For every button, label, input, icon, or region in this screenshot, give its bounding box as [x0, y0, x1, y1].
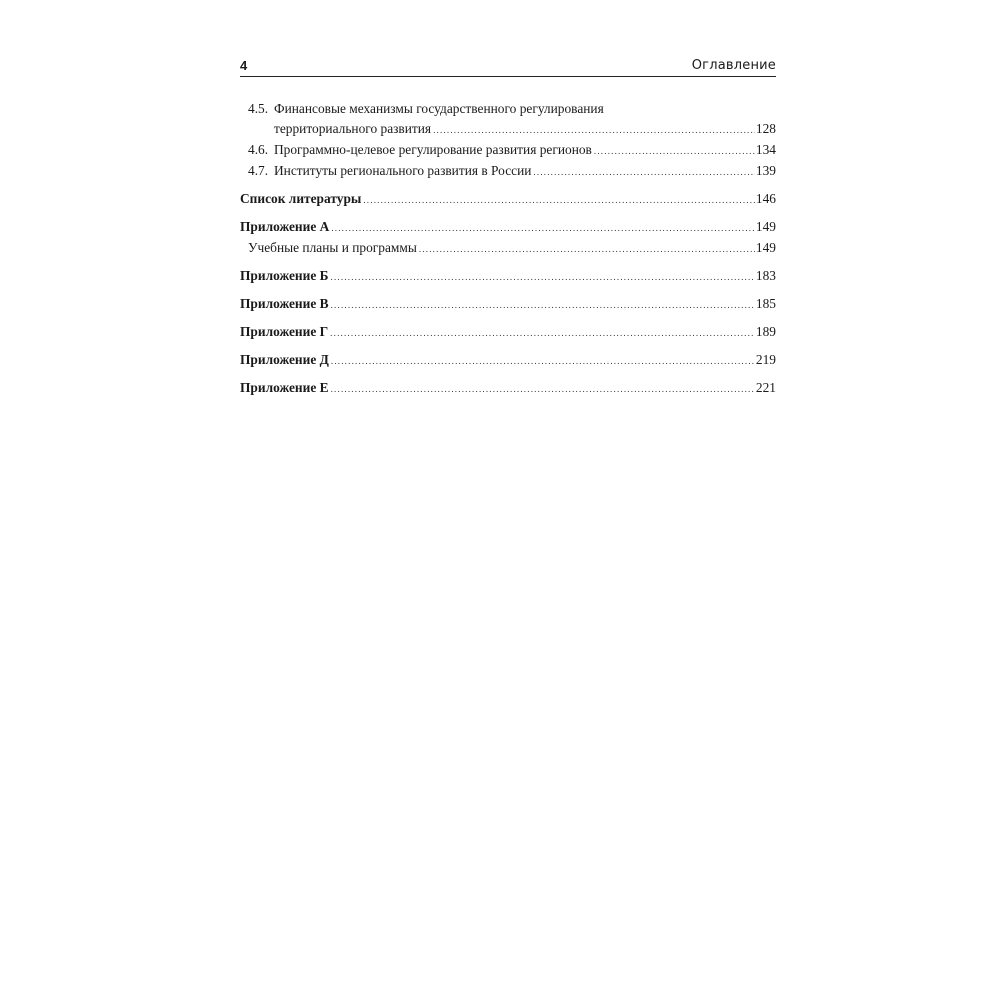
toc-entry-page: 134: [755, 142, 776, 157]
leader-dots: [433, 120, 755, 140]
leader-dots: [331, 267, 755, 287]
toc-entry-number: 4.5.: [248, 101, 269, 116]
leader-dots: [331, 295, 755, 315]
toc-entry-appendix-b[interactable]: [240, 266, 776, 287]
toc-entry-label: [248, 140, 592, 160]
toc-entry-4-7[interactable]: [240, 161, 776, 182]
toc-entry-page: 149: [755, 219, 776, 234]
toc-entry-appendix-a[interactable]: [240, 217, 776, 238]
toc-entry-4-6[interactable]: [240, 140, 776, 161]
toc-entry-title: Приложение В: [240, 296, 329, 311]
leader-dots: [363, 190, 755, 210]
toc-entry-page: 185: [755, 296, 776, 311]
running-head: [240, 56, 776, 77]
toc-entry-title: Приложение Д: [240, 352, 329, 367]
toc-entry-page: 146: [755, 191, 776, 206]
section-title: Оглавление: [691, 58, 776, 73]
book-page: [240, 56, 776, 399]
toc-entry-page: 219: [755, 352, 776, 367]
toc-entry-title: Список литературы: [240, 191, 362, 206]
toc-entry-4-5[interactable]: [240, 119, 776, 140]
toc-entry-title: территориального развития: [274, 121, 432, 136]
toc-entry-page: 221: [755, 380, 776, 395]
toc-entry-appendix-a-sub[interactable]: [240, 238, 776, 259]
toc-entry-4-5-line1: [240, 99, 776, 119]
toc-entry-appendix-v[interactable]: [240, 294, 776, 315]
toc-entry-page: 183: [755, 268, 776, 283]
table-of-contents: [240, 99, 776, 399]
toc-entry-title: Финансовые механизмы государственного регулирования: [274, 101, 604, 116]
leader-dots: [331, 379, 755, 399]
toc-entry-appendix-g[interactable]: [240, 322, 776, 343]
toc-entry-page: 149: [755, 240, 776, 255]
toc-entry-page: 128: [755, 121, 776, 136]
toc-entry-title: Институты регионального развития в России: [274, 163, 532, 178]
toc-entry-title: Учебные планы и программы: [248, 240, 417, 255]
leader-dots: [330, 323, 755, 343]
toc-entry-label: [248, 161, 531, 181]
toc-entry-page: 139: [755, 163, 776, 178]
toc-entry-number: 4.6.: [248, 142, 269, 157]
toc-entry-number: 4.7.: [248, 163, 269, 178]
toc-entry-title: Программно-целевое регулирование развития регионов: [274, 142, 592, 157]
leader-dots: [331, 218, 755, 238]
leader-dots: [594, 141, 755, 161]
toc-entry-page: 189: [755, 324, 776, 339]
toc-entry-title: Приложение Е: [240, 380, 329, 395]
page-number: 4: [240, 58, 248, 73]
toc-entry-title: Приложение А: [240, 219, 330, 234]
toc-entry-appendix-d[interactable]: [240, 350, 776, 371]
toc-entry-title: Приложение Б: [240, 268, 329, 283]
toc-entry-appendix-e[interactable]: [240, 378, 776, 399]
leader-dots: [419, 239, 755, 259]
toc-entry-references[interactable]: [240, 189, 776, 210]
leader-dots: [533, 162, 754, 182]
leader-dots: [331, 351, 755, 371]
toc-entry-title: Приложение Г: [240, 324, 329, 339]
